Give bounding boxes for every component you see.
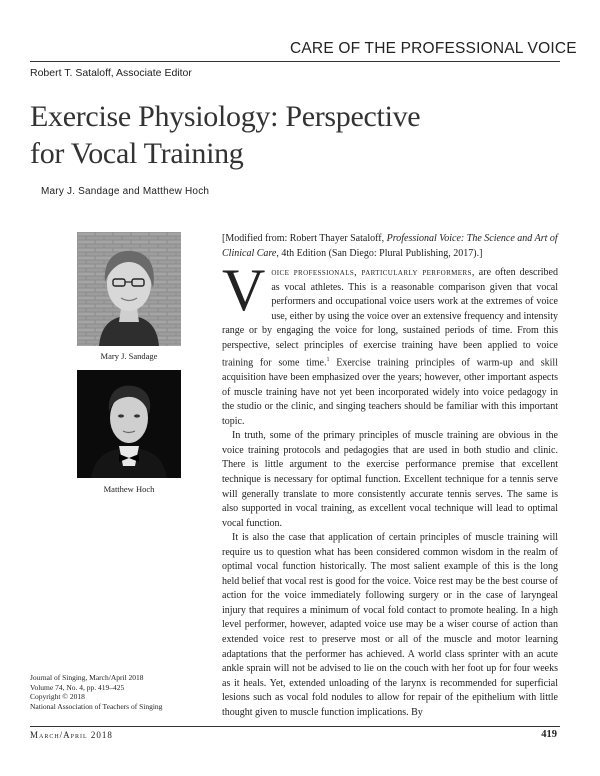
footer-issue: March/April 2018: [30, 730, 113, 740]
author-photo-sandage: [77, 232, 181, 346]
lead-in-small-caps: oice professionals, particularly performers,: [271, 267, 475, 278]
photo-caption-hoch: Matthew Hoch: [103, 484, 155, 494]
source-note-suffix: , 4th Edition (San Diego: Plural Publishing, 2017).]: [276, 247, 483, 259]
body-paragraph-1: [222, 257, 558, 429]
body-paragraph-3: It is also the case that application of certain principles of muscle training will require us to question what has been considered common wisdom in the realm of optimal vocal function historically. The most salient example of this is the long held belief that vocal rest is good for the voice. Voice rest may be the best course of action for the voice immediately following surgery or in the case of laryngeal injury that requires a minimum of vocal fold contact to promote healing. In a high level performer, however, adapted voice use may be a wiser course of action than extended voice rest to preserve most or all of the muscle and motor learning adaptations that the performer has achieved. A world class sprinter with an acute ankle sprain will not be advised to lie on the couch with her foot up for four weeks as it heals. Yet, extended unloading of the larynx is recommended for superficial lesions such as vocal fold nodules to allow for repair of the epithelium with little thought given to muscle function implications. By: [222, 532, 558, 718]
publication-info: [30, 673, 210, 711]
journal-volume: Volume 74, No. 4, pp. 419–425: [30, 682, 125, 692]
article-authors: Mary J. Sandage and Matthew Hoch: [41, 186, 210, 197]
portrait-sandage-image: [77, 232, 181, 346]
reference-superscript: 1: [326, 357, 330, 364]
page-number: 419: [541, 729, 557, 740]
author-photo-hoch: [77, 370, 181, 478]
publisher-line: National Association of Teachers of Singing: [30, 701, 163, 711]
section-title: CARE OF THE PROFESSIONAL VOICE: [290, 40, 577, 57]
source-note-book-title: Professional Voice: The Science and Art of Clinical Care: [222, 233, 558, 259]
article-body: [222, 257, 558, 720]
photo-caption-sandage: Mary J. Sandage: [100, 351, 158, 361]
drop-cap: V: [222, 257, 266, 323]
source-note-prefix: [Modified from: Robert Thayer Sataloff,: [222, 233, 387, 244]
body-paragraph-1-text: are often described as vocal athletes. This is a reasonable comparison given that vocal performers and occupational voice users work at the extremes of voice use, either by using the voice over an extensive frequency and intensity range or by engaging the voice for long, sustained periods of time. From this perspective, select principles of exercise training have been applied to voice training for some time.: [222, 267, 558, 369]
article-title-line-1: Exercise Physiology: Perspective: [30, 100, 421, 133]
associate-editor-line: Robert T. Sataloff, Associate Editor: [30, 67, 192, 79]
body-paragraph-1-continued: Exercise training principles of warm-up and skill acquisition have been emphasized over the years; however, other important aspects of muscle training have not yet been incorporated widely into voice pedagogy in the studio or the clinic, and singing teachers should be familiar with this important topic.: [222, 357, 558, 427]
copyright-line: Copyright © 2018: [30, 692, 85, 702]
article-title-line-2: for Vocal Training: [30, 137, 244, 170]
article-title: [30, 98, 550, 172]
body-paragraph-2: In truth, some of the primary principles of muscle training are obvious in the voice training protocols and pedagogies that are used in both studio and clinic. There is little argument to the exercise performance premise that excellent technique is necessary for optimal function. Excellent technique for a tennis serve will generally translate to more consistently accurate tennis serves. The same is also supported in vocal training, as excellent vocal technique will lead to optimal vocal function.: [222, 430, 558, 529]
footer-rule: [30, 726, 560, 727]
source-note: [222, 232, 558, 261]
portrait-hoch-image: [77, 370, 181, 478]
header-rule: [30, 61, 560, 62]
journal-issue: Journal of Singing, March/April 2018: [30, 673, 144, 682]
